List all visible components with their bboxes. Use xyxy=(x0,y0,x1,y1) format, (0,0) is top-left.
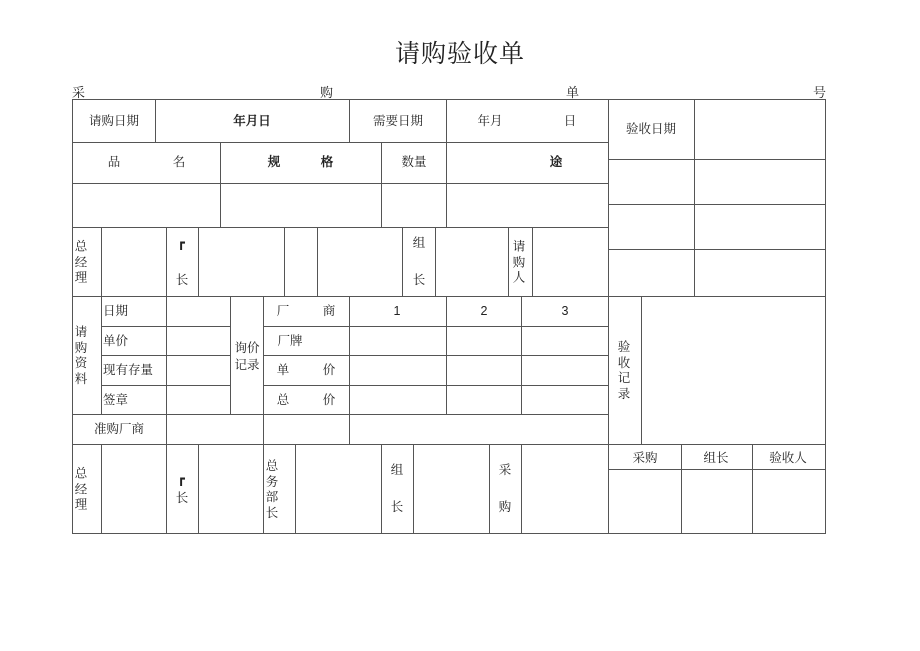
inspection-purchase-label: 采购 xyxy=(632,449,658,465)
serial-char-4: 号 xyxy=(813,86,827,101)
general-manager-label: 总经理 xyxy=(74,238,88,285)
inspection-group-leader-label: 组长 xyxy=(703,449,729,465)
spec-char-1: 规 xyxy=(267,153,281,169)
group-leader-2-char-2: 长 xyxy=(390,498,404,514)
serial-char-2: 购 xyxy=(320,86,334,101)
group-leader-char-1: 组 xyxy=(412,234,426,250)
general-manager-label-2: 总经理 xyxy=(74,465,88,512)
quantity-label: 数量 xyxy=(401,153,427,169)
unit-price-char-2: 价 xyxy=(322,361,336,377)
need-date-year-month[interactable]: 年月 xyxy=(477,112,503,128)
purpose-label: 途 xyxy=(549,153,563,169)
serial-char-3: 单 xyxy=(566,86,580,101)
stock-row-label: 现有存量 xyxy=(103,361,154,377)
sign-row-label: 签章 xyxy=(103,391,129,407)
inquiry-record-label: 询价记录 xyxy=(234,340,260,372)
vendor-col-2: 2 xyxy=(480,303,488,318)
purchaser-char-1: 采 xyxy=(498,461,512,477)
need-date-day[interactable]: 日 xyxy=(563,112,577,128)
general-affairs-head-label: 总务部长 xyxy=(265,457,279,520)
item-name-char-1: 品 xyxy=(107,153,121,169)
group-leader-char-2: 长 xyxy=(412,271,426,287)
spec-char-2: 格 xyxy=(320,153,334,169)
factory-mark: ┏ xyxy=(177,234,185,250)
factory-mark-2: ┏ xyxy=(177,470,185,486)
vendor-col-3: 3 xyxy=(561,303,569,318)
brand-label: 厂牌 xyxy=(277,332,303,348)
unit-price-char-1: 单 xyxy=(276,361,290,377)
vendor-char-2: 商 xyxy=(322,302,336,318)
form-title: 请购验收单 xyxy=(394,39,525,68)
purchaser-char-2: 购 xyxy=(498,498,512,514)
request-info-label: 请购资料 xyxy=(74,323,88,386)
need-date-label: 需要日期 xyxy=(372,112,424,128)
inspection-record-label: 验收记录 xyxy=(617,338,631,401)
vendor-col-1: 1 xyxy=(393,303,401,318)
inspection-date-label: 验收日期 xyxy=(625,120,677,136)
serial-char-1: 采 xyxy=(72,86,86,101)
item-name-char-2: 名 xyxy=(172,153,186,169)
unit-price-row-label: 单价 xyxy=(103,332,129,348)
total-price-char-2: 价 xyxy=(322,391,336,407)
request-date-label: 请购日期 xyxy=(88,112,140,128)
approved-vendor-label: 准购厂商 xyxy=(93,420,145,436)
group-leader-2-char-1: 组 xyxy=(390,461,404,477)
inspector-label: 验收人 xyxy=(769,449,807,465)
request-date-value[interactable]: 年月日 xyxy=(233,112,271,128)
request-date-row-label: 日期 xyxy=(103,302,129,318)
total-price-char-1: 总 xyxy=(276,391,290,407)
vendor-char-1: 厂 xyxy=(276,302,290,318)
factory-long-char-2: 长 xyxy=(175,489,189,505)
requester-label: 请购人 xyxy=(512,238,526,285)
factory-long-char: 长 xyxy=(175,271,189,287)
